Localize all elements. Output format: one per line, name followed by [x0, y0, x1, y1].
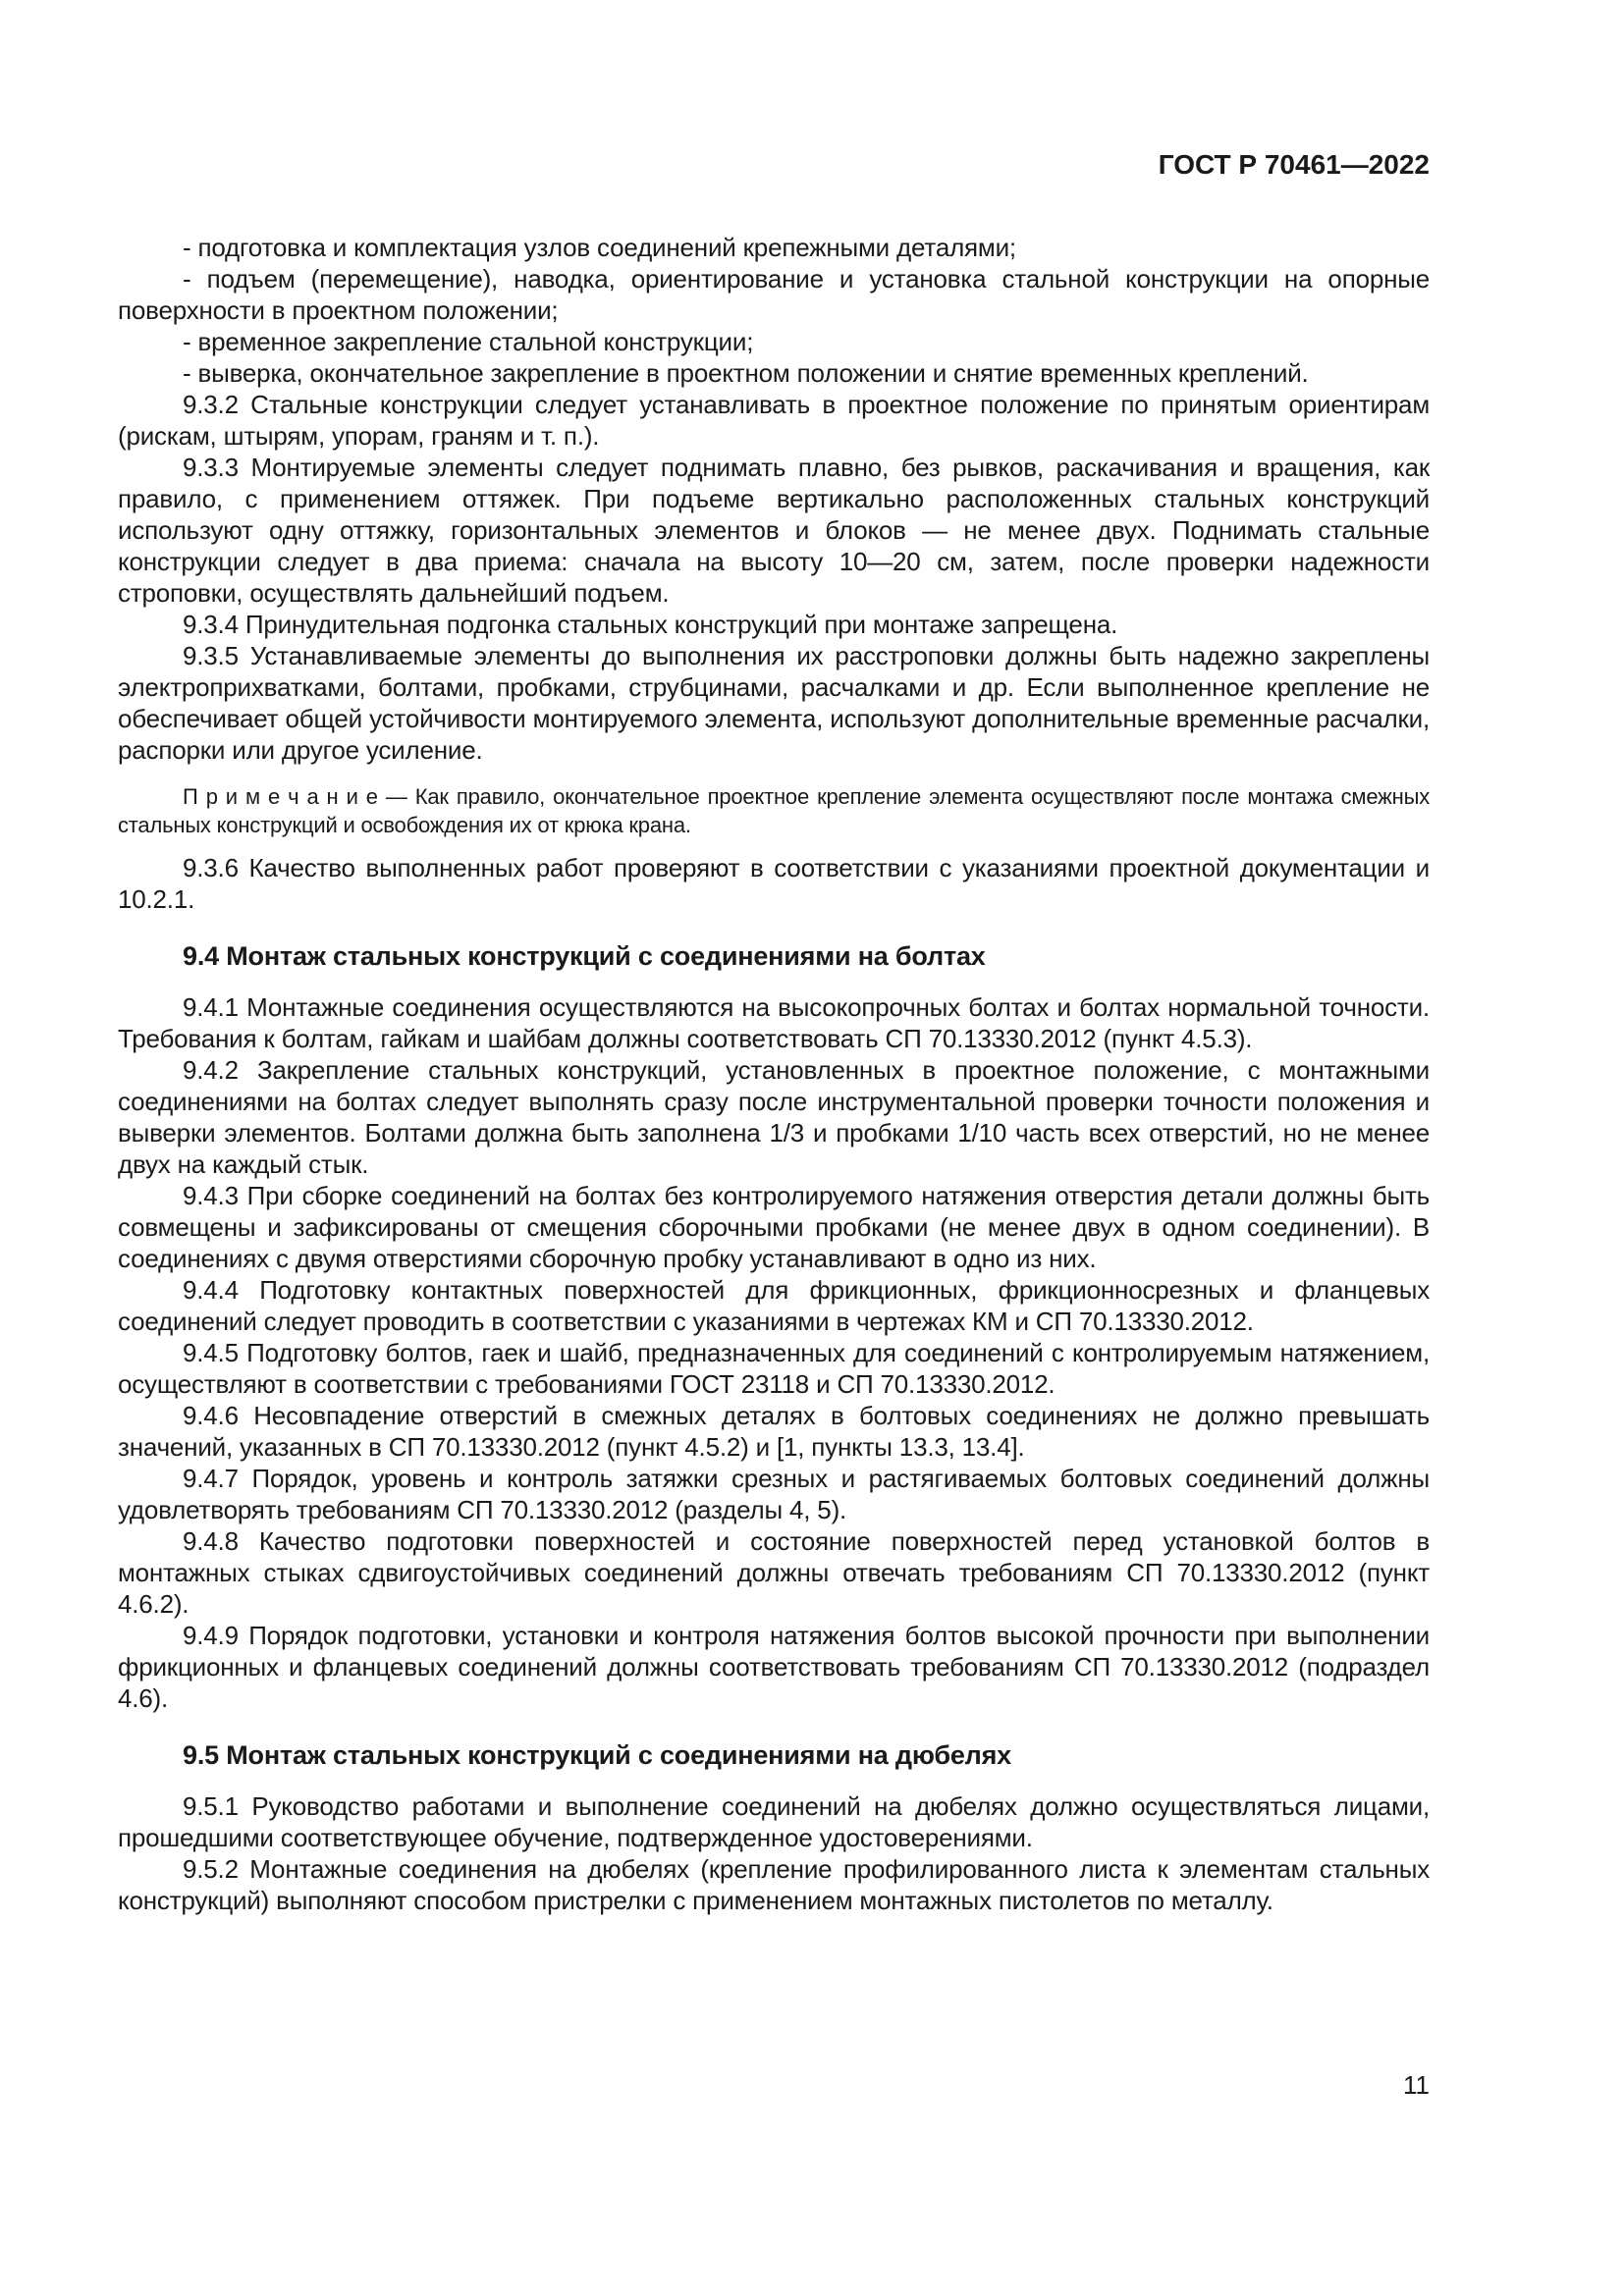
list-item: - подготовка и комплектация узлов соединений крепежными деталями; — [183, 233, 1016, 262]
paragraph: 9.3.3 Монтируемые элементы следует поднимать плавно, без рывков, раскачивания и вращения, как правило, с применением оттяжек. При подъеме вертикально расположенных стальных конструкций используют одну оттяжку, горизонтальных элементов и блоков — не менее двух. Поднимать стальные конструкции следует в два приема: сначала на высоту 10—20 см, затем, после проверки надежности строповки, осуществлять дальнейший подъем. — [118, 453, 1430, 608]
doc-header: ГОСТ Р 70461—2022 — [1158, 149, 1430, 180]
paragraph: 9.5.1 Руководство работами и выполнение соединений на дюбелях должно осуществляться лицами, прошедшими соответствующее обучение, подтвержденное удостоверениями. — [118, 1791, 1430, 1852]
page-content — [118, 232, 1430, 1916]
section-heading: 9.5 Монтаж стальных конструкций с соединениями на дюбелях — [183, 1740, 1011, 1770]
list-item: - временное закрепление стальной конструкции; — [183, 327, 754, 356]
paragraph: 9.4.5 Подготовку болтов, гаек и шайб, предназначенных для соединений с контролируемым натяжением, осуществляют в соответствии с требованиями ГОСТ 23118 и СП 70.13330.2012. — [118, 1338, 1430, 1399]
page-number: 11 — [1403, 2070, 1430, 2100]
paragraph: 9.4.4 Подготовку контактных поверхностей для фрикционных, фрикционносрезных и фланцевых соединений следует проводить в соответствии с указаниями в чертежах КМ и СП 70.13330.2012. — [118, 1275, 1430, 1336]
paragraph: 9.3.5 Устанавливаемые элементы до выполнения их расстроповки должны быть надежно закреплены электроприхватками, болтами, пробками, струбцинами, расчалками и др. Если выполненное крепление не обеспечивает общей устойчивости монтируемого элемента, используют дополнительные временные расчалки, распорки или другое усиление. — [118, 641, 1430, 765]
paragraph: 9.3.6 Качество выполненных работ проверяют в соответствии с указаниями проектной документации и 10.2.1. — [118, 853, 1430, 914]
section-heading: 9.4 Монтаж стальных конструкций с соединениями на болтах — [183, 941, 986, 971]
paragraph: 9.4.2 Закрепление стальных конструкций, установленных в проектное положение, с монтажными соединениями на болтах следует выполнять сразу после инструментальной проверки точности положения и выверки элементов. Болтами должна быть заполнена 1/3 и пробками 1/10 часть всех отверстий, но не менее двух на каждый стык. — [118, 1055, 1430, 1179]
paragraph: 9.4.8 Качество подготовки поверхностей и состояние поверхностей перед установкой болтов в монтажных стыках сдвигоустойчивых соединений должны отвечать требованиям СП 70.13330.2012 (пункт 4.6.2). — [118, 1526, 1430, 1619]
list-item: - подъем (перемещение), наводка, ориентирование и установка стальной конструкции на опорные поверхности в проектном положении; — [118, 264, 1430, 325]
paragraph: 9.3.4 Принудительная подгонка стальных конструкций при монтаже запрещена. — [183, 610, 1118, 639]
paragraph: 9.4.6 Несовпадение отверстий в смежных деталях в болтовых соединениях не должно превышать значений, указанных в СП 70.13330.2012 (пункт 4.5.2) и [1, пункты 13.3, 13.4]. — [118, 1401, 1430, 1462]
paragraph: 9.4.9 Порядок подготовки, установки и контроля натяжения болтов высокой прочности при выполнении фрикционных и фланцевых соединений должны соответствовать требованиям СП 70.13330.2012 (подраздел 4.6). — [118, 1621, 1430, 1713]
paragraph: 9.3.2 Стальные конструкции следует устанавливать в проектное положение по принятым ориентирам (рискам, штырям, упорам, граням и т. п.). — [118, 390, 1430, 451]
list-item: - выверка, окончательное закрепление в проектном положении и снятие временных креплений. — [183, 358, 1309, 388]
paragraph: 9.5.2 Монтажные соединения на дюбелях (крепление профилированного листа к элементам стальных конструкций) выполняют способом пристрелки с применением монтажных пистолетов по металлу. — [118, 1854, 1430, 1915]
note: П р и м е ч а н и е — Как правило, окончательное проектное крепление элемента осуществляют после монтажа смежных стальных конструкций и освобождения их от крюка крана. — [118, 784, 1430, 837]
paragraph: 9.4.1 Монтажные соединения осуществляются на высокопрочных болтах и болтах нормальной точности. Требования к болтам, гайкам и шайбам должны соответствовать СП 70.13330.2012 (пункт 4.5.3). — [118, 992, 1430, 1053]
paragraph: 9.4.7 Порядок, уровень и контроль затяжки срезных и растягиваемых болтовых соединений должны удовлетворять требованиям СП 70.13330.2012 (разделы 4, 5). — [118, 1464, 1430, 1524]
paragraph: 9.4.3 При сборке соединений на болтах без контролируемого натяжения отверстия детали должны быть совмещены и зафиксированы от смещения сборочными пробками (не менее двух в одном соединении). В соединениях с двумя отверстиями сборочную пробку устанавливают в одно из них. — [118, 1181, 1430, 1273]
